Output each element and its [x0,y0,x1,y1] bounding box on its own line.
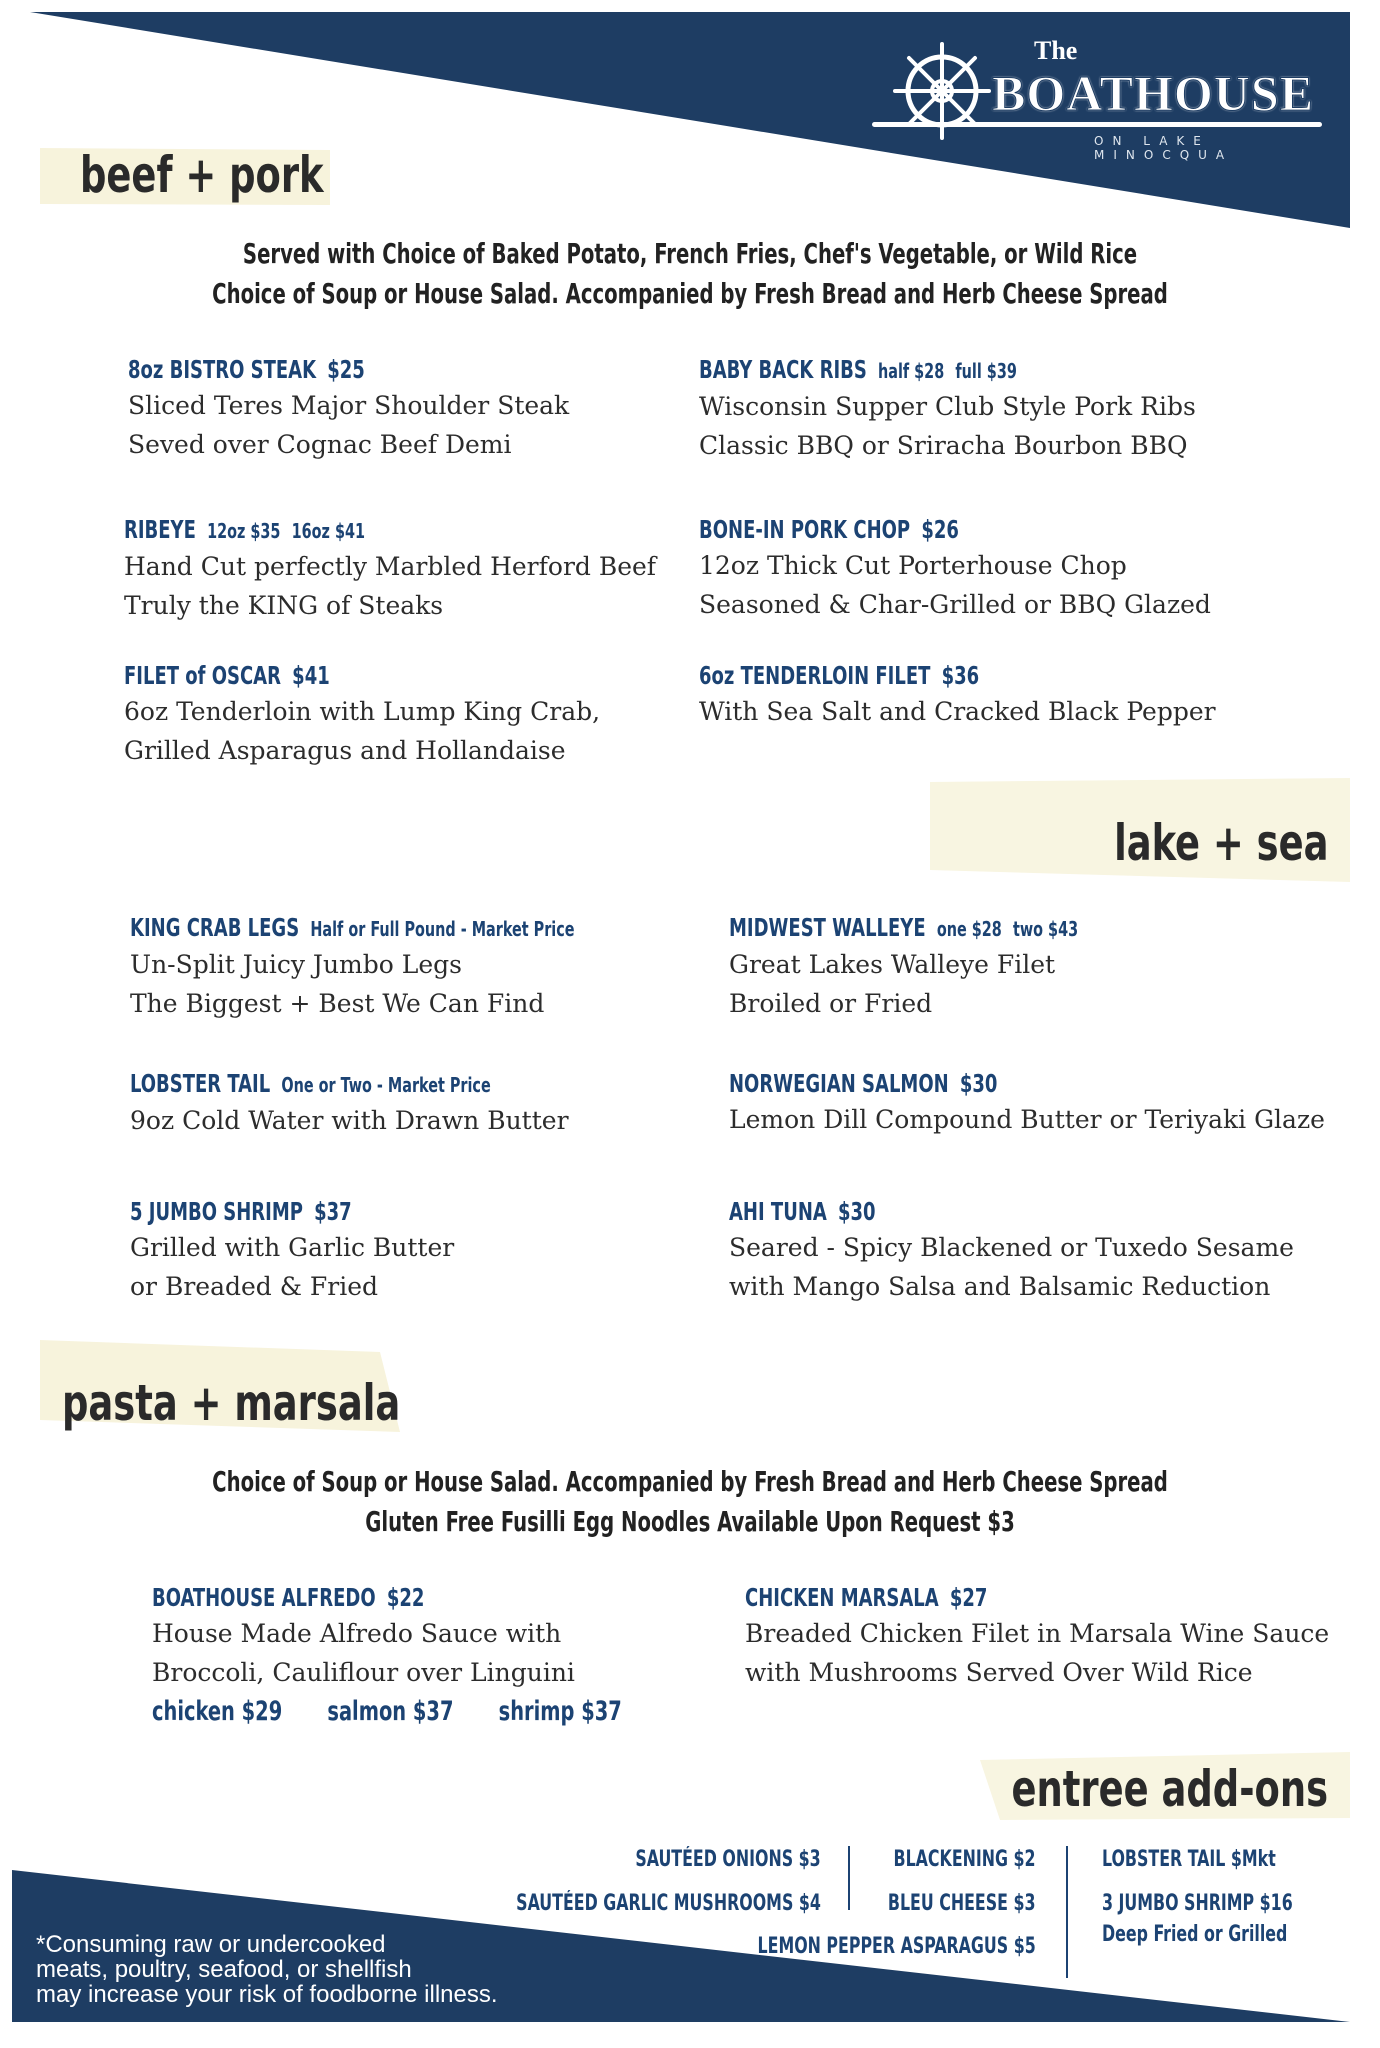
item-description-2: Seasoned & Char-Grilled or BBQ Glazed [699,590,1211,619]
menu-item-boathouse-alfredo [152,1582,787,1727]
item-price: $36 [941,661,980,690]
menu-item-heading [124,514,550,547]
item-name: NORWEGIAN SALMON [729,1069,949,1098]
item-option-full: full $39 [955,359,1017,383]
item-name: AHI TUNA [729,1197,827,1226]
item-name: BOATHOUSE ALFREDO [152,1583,376,1612]
item-description-2: Broccoli, Cauliflour over Linguini [152,1658,575,1687]
item-option-one: one $28 [936,917,1002,941]
item-price: $41 [292,661,330,690]
menu-item-heading [130,1068,491,1101]
logo-name: BOATHOUSE [992,65,1315,121]
section-title-pasta-marsala: pasta + marsala [62,1374,401,1432]
item-description-2: Grilled Asparagus and Hollandaise [124,736,566,765]
item-name: BONE-IN PORK CHOP [699,515,911,544]
menu-item-heading [699,354,1096,387]
item-description-1: Sliced Teres Major Shoulder Steak [128,391,570,420]
option-chicken: chicken $29 [152,1696,283,1727]
menu-item-king-crab-legs [130,912,686,1023]
disclaimer-line-3: may increase your risk of foodborne illness. [36,1981,498,2008]
item-description-1: 6oz Tenderloin with Lump King Crab, [124,697,601,726]
item-description-2: with Mushrooms Served Over Wild Rice [745,1658,1253,1687]
item-description-2: The Biggest + Best We Can Find [130,989,545,1018]
item-name: KING CRAB LEGS [130,913,300,942]
item-note: Half or Full Pound - Market Price [310,917,575,941]
menu-item-heading [745,1582,1212,1614]
item-name: 8oz BISTRO STEAK [128,355,317,384]
menu-item-heading [128,354,481,386]
section-title-beef-pork: beef + pork [80,146,324,204]
item-description-1: Great Lakes Walleye Filet [729,950,1056,979]
menu-item-ribeye [124,514,656,625]
item-name: BABY BACK RIBS [699,355,867,384]
menu-item-heading [729,1196,1181,1228]
boathouse-logo [862,30,1342,160]
disclaimer-line-1: *Consuming raw or undercooked [36,1931,386,1958]
addon-sauteed-garlic-mushrooms: SAUTÉED GARLIC MUSHROOMS $4 [516,1891,821,1916]
beef-pork-intro-line-1: Served with Choice of Baked Potato, French Fries, Chef's Vegetable, or Wild Rice [242,237,1138,270]
addon-divider-1 [848,1846,850,1910]
item-name: MIDWEST WALLEYE [729,913,926,942]
addon-divider-2 [1066,1846,1068,1978]
alfredo-protein-options [152,1696,660,1727]
pasta-intro-line-1: Choice of Soup or House Salad. Accompanied by Fresh Bread and Herb Cheese Spread [212,1465,1168,1498]
item-price: $25 [327,355,365,384]
item-description-1: 9oz Cold Water with Drawn Butter [130,1106,569,1135]
item-name: 5 JUMBO SHRIMP [130,1197,303,1226]
menu-item-heading [729,912,1078,945]
menu-item-bistro-steak [128,354,569,464]
menu-item-heading [699,514,1109,546]
beef-pork-intro-line-2: Choice of Soup or House Salad. Accompanied by Fresh Bread and Herb Cheese Spread [212,277,1168,310]
menu-item-bone-in-pork-chop [699,514,1211,624]
foodborne-disclaimer [36,1932,498,2007]
menu-item-ahi-tuna [729,1196,1294,1306]
item-description-2: or Breaded & Fried [130,1272,379,1301]
item-price: $37 [314,1197,352,1226]
menu-item-heading [130,912,575,945]
menu-item-tenderloin-filet [699,660,1216,731]
item-description-1: Seared - Spicy Blackened or Tuxedo Sesame [729,1233,1294,1262]
option-salmon: salmon $37 [327,1696,454,1727]
menu-item-heading [729,1068,1206,1100]
logo-base-line [872,122,1322,127]
disclaimer-line-2: meats, poultry, seafood, or shellfish [36,1956,412,1983]
menu-item-heading [124,660,505,692]
item-note: One or Two - Market Price [281,1073,491,1097]
item-option-half: half $28 [878,359,945,383]
item-description-2: Broiled or Fried [729,989,933,1018]
addon-bleu-cheese: BLEU CHEESE $3 [888,1891,1036,1916]
item-description-1: 12oz Thick Cut Porterhouse Chop [699,551,1127,580]
item-description-1: Lemon Dill Compound Butter or Teriyaki Glaze [729,1105,1325,1134]
menu-item-lobster-tail [130,1068,581,1140]
section-title-entree-addons: entree add-ons [1011,1760,1328,1818]
pasta-intro-line-2: Gluten Free Fusilli Egg Noodles Available Upon Request $3 [365,1505,1015,1538]
logo-location: ON LAKE MINOCQUA [1094,134,1234,162]
menu-item-midwest-walleye [729,912,1165,1023]
item-description-2: Classic BBQ or Sriracha Bourbon BBQ [699,431,1188,460]
item-price: $22 [386,1583,425,1612]
menu-item-jumbo-shrimp [130,1196,454,1306]
menu-item-heading [130,1196,389,1228]
item-price: $26 [921,515,959,544]
item-option-16oz: 16oz $41 [291,519,365,543]
menu-item-heading [699,660,1112,692]
option-shrimp: shrimp $37 [498,1696,622,1727]
addon-lemon-pepper-asparagus: LEMON PEPPER ASPARAGUS $5 [757,1934,1036,1959]
addon-lobster-tail: LOBSTER TAIL $Mkt [1102,1847,1276,1872]
addon-jumbo-shrimp: 3 JUMBO SHRIMP $16 [1102,1891,1293,1916]
menu-item-baby-back-ribs [699,354,1196,465]
logo-the: The [1034,36,1078,65]
item-name: 6oz TENDERLOIN FILET [699,661,931,690]
item-name: CHICKEN MARSALA [745,1583,939,1612]
item-price: $27 [949,1583,988,1612]
menu-item-filet-of-oscar [124,660,600,770]
item-name: RIBEYE [124,515,196,544]
item-price: $30 [838,1197,876,1226]
item-description-2: Truly the KING of Steaks [124,591,444,620]
item-description-1: Hand Cut perfectly Marbled Herford Beef [124,552,657,581]
item-option-two: two $43 [1012,917,1079,941]
menu-item-heading [152,1582,660,1614]
section-title-lake-sea: lake + sea [1113,814,1328,872]
menu-item-norwegian-salmon [729,1068,1325,1139]
item-description-2: with Mango Salsa and Balsamic Reduction [729,1272,1271,1301]
item-description-1: Grilled with Garlic Butter [130,1233,455,1262]
item-description-1: Un-Split Juicy Jumbo Legs [130,950,462,979]
addon-shrimp-prep: Deep Fried or Grilled [1102,1922,1288,1947]
item-name: FILET of OSCAR [124,661,281,690]
item-description-1: Breaded Chicken Filet in Marsala Wine Sauce [745,1619,1330,1648]
addon-blackening: BLACKENING $2 [893,1847,1036,1872]
addon-sauteed-onions: SAUTÉED ONIONS $3 [635,1847,821,1872]
ships-wheel-icon [882,36,1002,146]
menu-item-chicken-marsala [745,1582,1329,1692]
item-option-12oz: 12oz $35 [207,519,281,543]
item-description-1: House Made Alfredo Sauce with [152,1619,562,1648]
item-description-2: Seved over Cognac Beef Demi [128,430,512,459]
item-name: LOBSTER TAIL [130,1069,271,1098]
item-price: $30 [959,1069,998,1098]
item-description-1: With Sea Salt and Cracked Black Pepper [699,697,1216,726]
item-description-1: Wisconsin Supper Club Style Pork Ribs [699,392,1196,421]
